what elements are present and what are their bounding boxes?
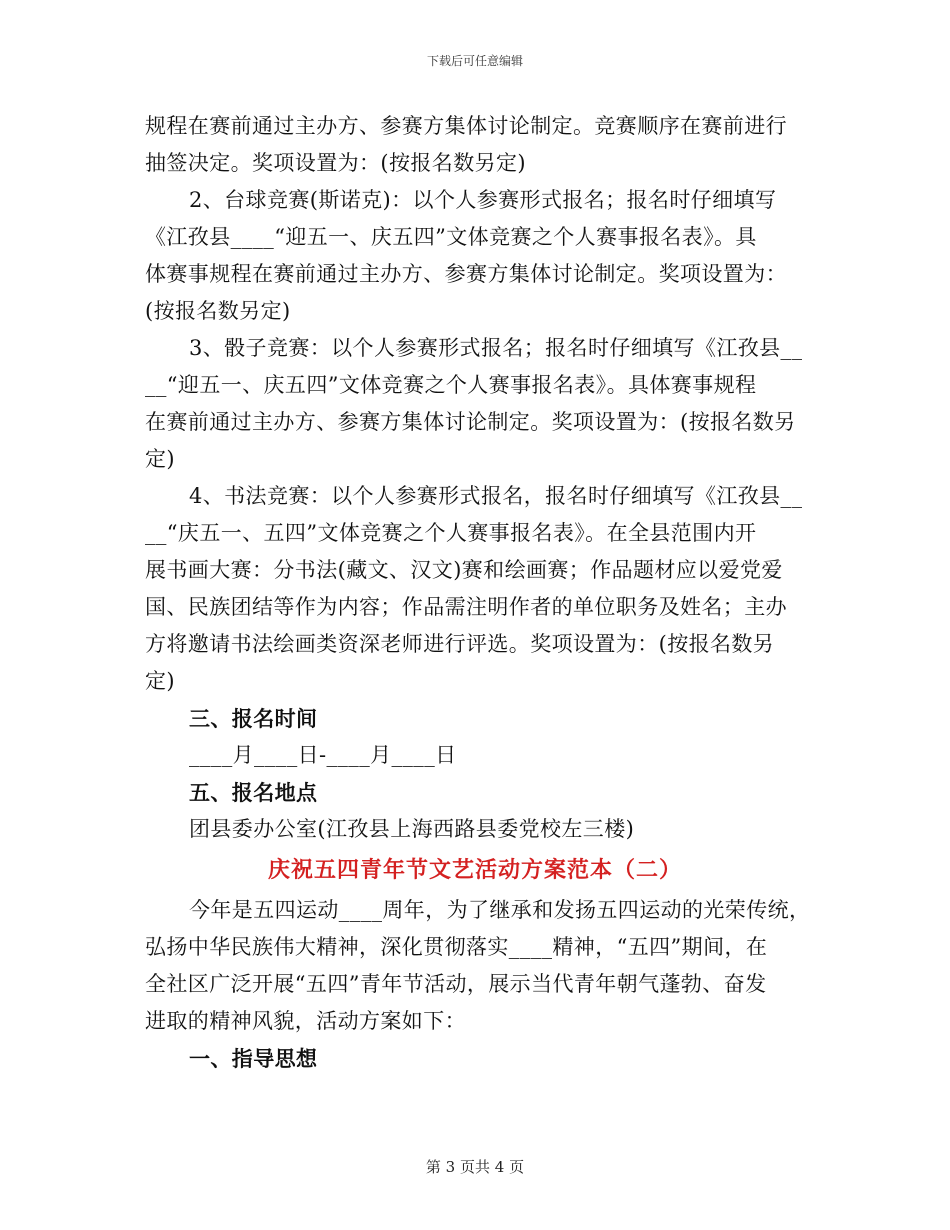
heading-registration-place: 五、报名地点	[189, 780, 318, 805]
registration-place: 团县委办公室(江孜县上海西路县委党校左三楼)	[189, 817, 635, 841]
body-line: 国、民族团结等作为内容；作品需注明作者的单位职务及姓名；主办	[145, 595, 787, 619]
body-line: 抽签决定。奖项设置为：(按报名数另定)	[145, 151, 526, 175]
body-line: (按报名数另定)	[145, 299, 291, 323]
body-line: 定)	[145, 669, 175, 693]
page-header: 下载后可任意编辑	[426, 54, 523, 68]
body-line: 在赛前通过主办方、参赛方集体讨论制定。奖项设置为：(按报名数另	[145, 410, 796, 434]
body-line: __“迎五一、庆五四”文体竞赛之个人赛事报名表》。具体赛事规程	[145, 373, 757, 397]
list-item-dice: 3、骰子竞赛：以个人参赛形式报名；报名时仔细填写《江孜县__	[189, 336, 803, 360]
intro-line: 进取的精神风貌，活动方案如下：	[145, 1009, 466, 1033]
body-line: 规程在赛前通过主办方、参赛方集体讨论制定。竞赛顺序在赛前进行	[145, 114, 787, 138]
list-item-calligraphy: 4、书法竞赛：以个人参赛形式报名，报名时仔细填写《江孜县__	[189, 484, 803, 508]
page-footer: 第 3 页共 4 页	[425, 1158, 525, 1176]
registration-date-blanks: ____月____日-____月____日	[189, 743, 457, 767]
body-line: 方将邀请书法绘画类资深老师进行评选。奖项设置为：(按报名数另	[145, 632, 775, 656]
heading-registration-time: 三、报名时间	[189, 706, 318, 731]
list-item-billiards: 2、台球竞赛(斯诺克)：以个人参赛形式报名；报名时仔细填写	[189, 188, 777, 212]
intro-line: 今年是五四运动____周年，为了继承和发扬五四运动的光荣传统，	[189, 898, 811, 922]
body-line: 展书画大赛：分书法(藏文、汉文)赛和绘画赛；作品题材应以爱党爱	[145, 558, 783, 582]
body-line: __“庆五一、五四”文体竞赛之个人赛事报名表》。在全县范围内开	[145, 521, 757, 545]
document-body	[145, 108, 811, 1077]
intro-line: 弘扬中华民族伟大精神，深化贯彻落实____精神，“五四”期间，在	[145, 935, 768, 959]
body-line: 体赛事规程在赛前通过主办方、参赛方集体讨论制定。奖项设置为：	[145, 262, 787, 286]
intro-line: 全社区广泛开展“五四”青年节活动，展示当代青年朝气蓬勃、奋发	[145, 972, 767, 996]
body-line: 定)	[145, 447, 175, 471]
heading-guiding-thought: 一、指导思想	[189, 1046, 318, 1071]
section-title: 庆祝五四青年节文艺活动方案范本（二）	[267, 857, 682, 883]
body-line: 《江孜县____“迎五一、庆五四”文体竞赛之个人赛事报名表》。具	[145, 225, 757, 249]
